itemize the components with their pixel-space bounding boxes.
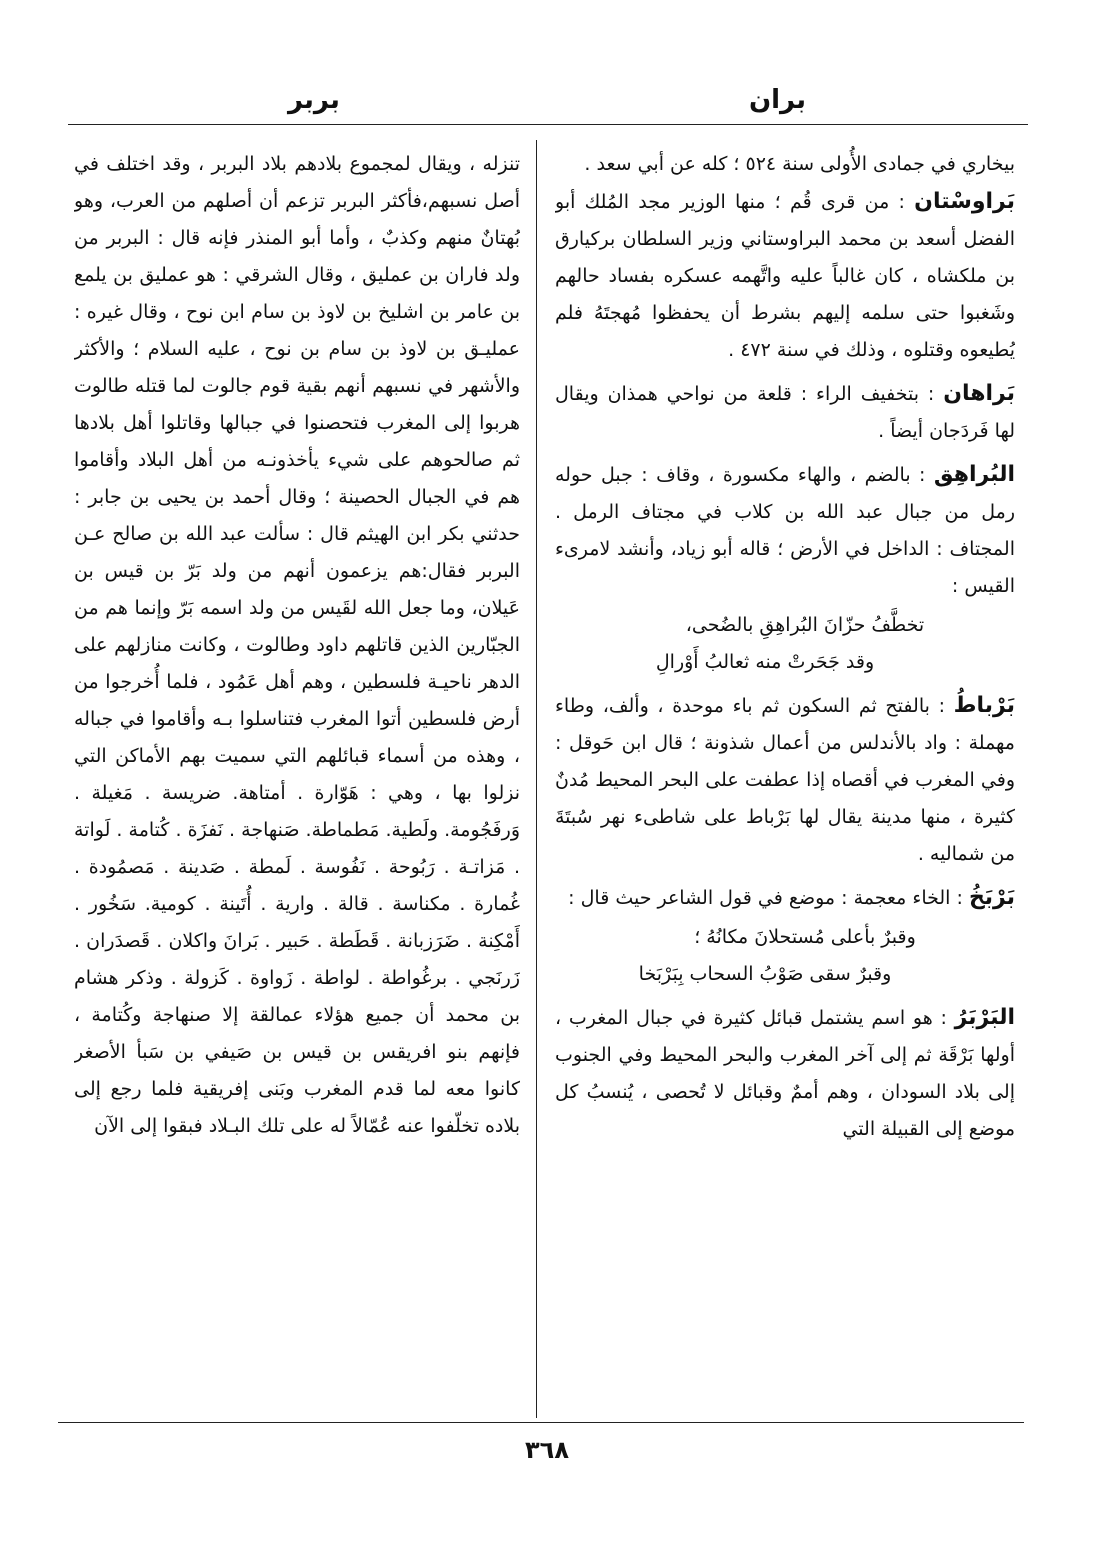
entry-headword: بَرْباطُ <box>953 693 1015 718</box>
left-column <box>74 146 520 1416</box>
verse-line-first: وقبرٌ بأعلى مُستحلانَ مكانُهُ ؛ <box>694 926 916 948</box>
poem-verse <box>555 607 1015 681</box>
entry-body: : بالضم ، والهاء مكسورة ، وقاف : جبل حوله رمل من جبال عبد الله بن كلاب في مجتاف الرمل . المجتاف : الداخل في الأرض ؛ قاله أبو زياد، وأنشد لامرىء القيس : <box>555 464 1015 597</box>
entry-body: : من قرى قُم ؛ منها الوزير مجد المُلك أبو الفضل أسعد بن محمد البراوستاني وزير السلطان بركيارق بن ملكشاه ، كان غالباً عليه واتَّهمه عسكره بفساد حالهم وشَغبوا حتى سلمه إليهم بشرط أن يحفظوا مُهجتَهُ فلم يُطيعوه وقتلوه ، وذلك في سنة ٤٧٢ . <box>555 191 1015 361</box>
entry-headword: بَرْبَخُ <box>968 885 1015 910</box>
entry-barbakh <box>555 879 1015 993</box>
header-rule <box>68 124 1028 125</box>
entry-body: : بالفتح ثم السكون ثم باء موحدة ، وألف، وطاء مهملة : واد بالأندلس من أعمال شذونة ؛ قال ابن حَوقل : وفي المغرب في أقصاه إذا عطفت على البحر المحيط مُدنٌ كثيرة ، منها مدينة يقال لها بَرْباط على شاطىء نهر سُبتَةَ من شماليه . <box>555 695 1015 865</box>
entry-headword: بَراهان <box>943 381 1015 406</box>
continued-text: بيخاري في جمادى الأُولى سنة ٥٢٤ ؛ كله عن أبي سعد . <box>584 153 1015 175</box>
page-number: ٣٦٨ <box>525 1436 569 1464</box>
entry-albarahiq <box>555 456 1015 681</box>
entry-body: : بتخفيف الراء : قلعة من نواحي همذان ويقال لها فَردَجان أيضاً . <box>555 383 1015 442</box>
right-column <box>555 146 1015 1416</box>
entry-body: : هو اسم يشتمل قبائل كثيرة في جبال المغرب ، أولها بَرْقَة ثم إلى آخر المغرب والبحر المحيط وفي الجنوب إلى بلاد السودان ، وهم أممٌ وقبائل لا تُحصى ، يُنسبُ كل موضع إلى القبيلة التي <box>555 1007 1015 1140</box>
entry-body: : الخاء معجمة : موضع في قول الشاعر حيث قال : <box>568 887 963 909</box>
entry-baravastan <box>555 183 1015 369</box>
entry-barbat <box>555 687 1015 873</box>
entry-barahan <box>555 375 1015 450</box>
verse-line-second: وقبرٌ سقى صَوْبُ السحاب بِبَرْبَخا <box>638 963 892 985</box>
entry-headword: البُراهِق <box>933 462 1015 487</box>
verse-line-second: وقد جَحَرتْ منه ثعالبُ أَوْرالِ <box>655 651 875 673</box>
poem-verse <box>555 919 1015 993</box>
running-header-left: بربر <box>288 85 340 115</box>
footer-rule <box>58 1422 1024 1423</box>
body-paragraph: تنزله ، ويقال لمجموع بلادهم بلاد البربر ، وقد اختلف في أصل نسبهم،فأكثر البربر تزعم أن أصلهم من العرب، وهو بُهتانٌ منهم وكذبٌ ، وأما أبو المنذر فإنه قال : البربر من ولد فاران بن عمليق ، وقال الشرقي : هو عمليق بن يلمع بن عامر بن اشليخ بن لاوذ بن سام ابن نوح ، وقال غيره : عمليـق بن لاوذ بن سام بن نوح ، عليه السلام ؛ والأكثر والأشهر في نسبهم أنهم بقية قوم جالوت لما قتله طالوت هربوا إلى المغرب فتحصنوا في جبالها وقاتلوا أهل بلادها ثم صالحوهم على شيء يأخذونـه من أهل البلاد وأقاموا هم في الجبال الحصينة ؛ وقال أحمد بن يحيى بن جابر : حدثني بكر ابن الهيثم قال : سألت عبد الله بن صالح عـن البربر فقال:هم يزعمون أنهم من ولد بَرّ بن قيس بن عَيلان، وما جعل الله لقَيس من ولد اسمه بَرّ وإنما هم من الجبّارين الذين قاتلهم داود وطالوت ، وكانت منازلهم على الدهر ناحيـة فلسطين ، وهم أهل عَمُود ، فلما أُخرجوا من أرض فلسطين أتوا المغرب فتناسلوا بـه وأقاموا في جباله ، وهذه من أسماء قبائلهم التي سميت بهم الأماكن التي نزلوا بها ، وهي : هَوّارة . أمتاهة. ضريسة . مَغيلة . وَرفَجُومة. ولَطية. مَطماطة. صَنهاجة . نَفزَة . كُتامة . لَواتة . مَزاتـة . رَبُوحة . نَفُوسة . لَمطة . صَدينة . مَصمُودة . غُمارة . مكناسة . قالة . وارية . أُتَينة . كومية. سَخُور . أَمْكِنة . ضَرَزبانة . قَطَطة . حَبير . بَرانَ واكلان . قَصدَران . زَرنَجي . برغُواطة . لواطة . زَواوة . كَزولة . وذكر هشام بن محمد أن جميع هؤلاء عمالقة إلا صنهاجة وكُتامة ، فإنهم بنو افريقس بن قيس بن صَيفي بن سَبأ الأصغر كانوا معه لما قدم المغرب وبَنى إفريقية فلما رجع إلى بلاده تخلّفوا عنه عُمّالاً له على تلك البـلاد فبقوا إلى الآن <box>74 153 520 1137</box>
running-header-right: بران <box>748 85 806 115</box>
column-divider <box>536 140 537 1418</box>
entry-headword: البَرْبَرُ <box>954 1005 1015 1030</box>
verse-line-first: تخطَّفُ حزّانَ البُراهِقِ بالضُحى، <box>685 614 925 636</box>
entry-albarbar <box>555 999 1015 1148</box>
entry-headword: بَراوسْتان <box>914 189 1015 214</box>
